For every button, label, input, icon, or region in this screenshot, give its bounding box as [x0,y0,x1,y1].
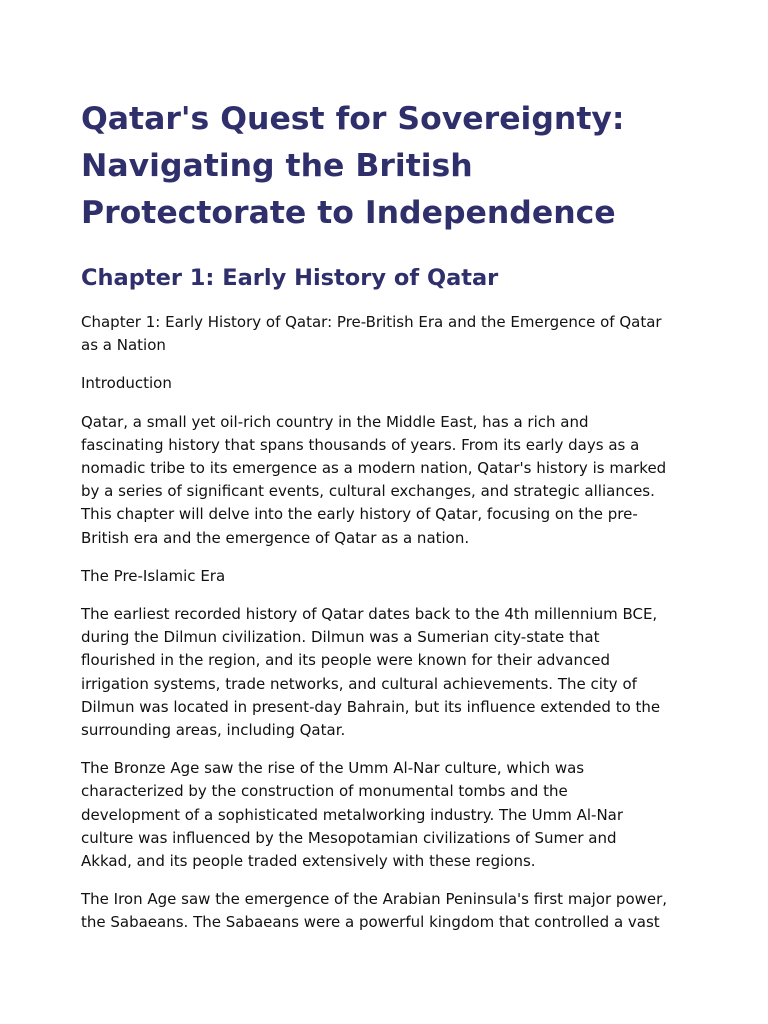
text-line: The earliest recorded history of Qatar dates back to the 4th millennium BCE, [81,605,658,624]
text-line: flourished in the region, and its people were known for their advanced [81,651,610,670]
text-line: The Iron Age saw the emergence of the Arabian Peninsula's first major power, [81,890,668,909]
title-line: Qatar's Quest for Sovereignty: [81,101,625,137]
paragraph-subtitle [81,311,693,357]
text-line: development of a sophisticated metalworking industry. The Umm Al-Nar [81,805,624,824]
text-line: by a series of significant events, cultural exchanges, and strategic alliances. [81,482,655,501]
chapter-heading: Chapter 1: Early History of Qatar [81,265,499,291]
text-line: Introduction [81,374,172,393]
text-line: This chapter will delve into the early history of Qatar, focusing on the pre- [81,505,638,524]
text-line: fascinating history that spans thousands of years. From its early days as a [81,435,640,454]
document-title [81,96,693,237]
text-line: Akkad, and its people traded extensively with these regions. [81,852,536,871]
document-page [81,96,693,935]
text-line: nomadic tribe to its emergence as a modern nation, Qatar's history is marked [81,459,667,478]
text-line: surrounding areas, including Qatar. [81,721,346,740]
text-line: Dilmun was located in present-day Bahrain, but its influence extended to the [81,697,661,716]
text-line: Qatar, a small yet oil-rich country in the Middle East, has a rich and [81,412,589,431]
paragraph-introduction [81,411,693,550]
text-line: The Bronze Age saw the rise of the Umm Al-Nar culture, which was [81,759,585,778]
title-line: Navigating the British [81,148,473,184]
section-label-introduction [81,372,693,395]
text-line: as a Nation [81,336,166,355]
text-line: British era and the emergence of Qatar as a nation. [81,528,470,547]
text-line: irrigation systems, trade networks, and cultural achievements. The city of [81,674,637,693]
text-line: The Pre-Islamic Era [81,566,226,585]
text-line: Chapter 1: Early History of Qatar: Pre-British Era and the Emergence of Qatar [81,313,662,331]
title-line: Protectorate to Independence [81,195,616,231]
paragraph-iron-age [81,888,693,934]
section-label-pre-islamic [81,565,693,588]
text-line: during the Dilmun civilization. Dilmun was a Sumerian city-state that [81,628,600,647]
text-line: characterized by the construction of monumental tombs and the [81,782,568,801]
paragraph-bronze-age [81,757,693,873]
text-line: the Sabaeans. The Sabaeans were a powerful kingdom that controlled a vast [81,913,660,932]
paragraph-dilmun [81,603,693,742]
text-line: culture was influenced by the Mesopotamian civilizations of Sumer and [81,828,617,847]
